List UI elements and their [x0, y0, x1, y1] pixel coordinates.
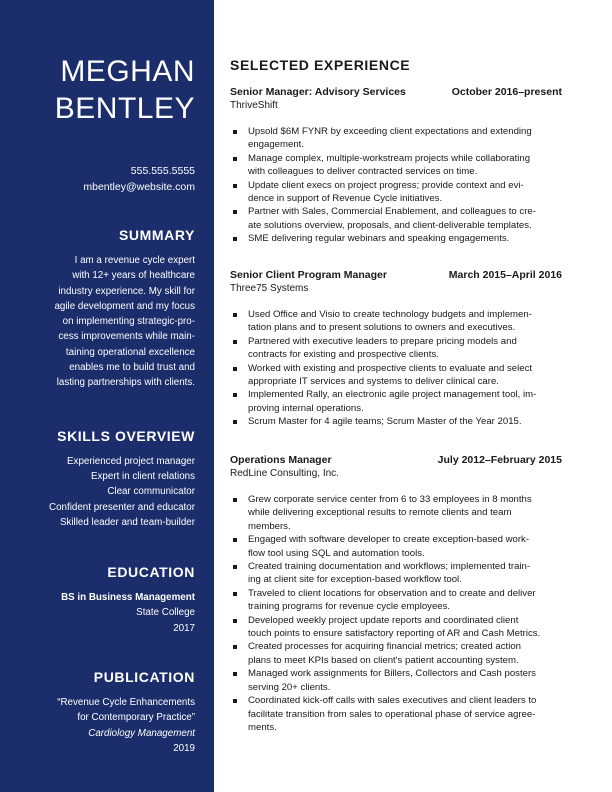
publication-journal: Cardiology Management: [88, 727, 195, 739]
bullet-line: Manage complex, multiple-workstream projects while collaborating: [248, 152, 531, 164]
main-content: [230, 0, 570, 792]
bullet-line: contracts for existing and prospective clients.: [248, 349, 439, 361]
job-entry: [230, 269, 562, 429]
job-bullet: [230, 587, 562, 614]
job-bullets: [230, 493, 562, 734]
bullet-line: SME delivering regular webinars and speaking engagements.: [248, 233, 510, 245]
job-bullet: [230, 493, 562, 533]
bullet-line: proving internal operations.: [248, 402, 364, 414]
bullet-line: ing at client site for exception-based workflow tool.: [248, 574, 462, 586]
bullet-line: plans to meet KPIs based on client's patient accounting system.: [248, 654, 519, 666]
job-bullet: [230, 694, 562, 734]
skill-item: Experienced project manager: [67, 455, 195, 467]
job-bullet: [230, 179, 562, 206]
bullet-line: Created training documentation and workflows; implemented train-: [248, 561, 531, 573]
job-bullet: [230, 533, 562, 560]
bullet-line: Coordinated kick-off calls with sales executives and client leaders to: [248, 695, 537, 707]
bullet-marker: [233, 699, 237, 703]
job-entry: [230, 86, 562, 246]
bullet-line: while delivering exceptional results to remote clients and team: [248, 507, 512, 519]
summary-heading: SUMMARY: [118, 227, 195, 243]
education-entry: [18, 590, 195, 636]
bullet-line: Managed work assignments for Billers, Collectors and Cash posters: [248, 668, 536, 680]
job-bullet: [230, 614, 562, 641]
education-school: State College: [136, 607, 195, 619]
bullet-line: tation plans and to present solutions to owners and executives.: [248, 322, 516, 334]
job-bullet: [230, 415, 562, 428]
bullet-line: dence in support of Revenue Cycle initiatives.: [248, 193, 443, 205]
summary-text: [18, 253, 195, 391]
job-bullet: [230, 308, 562, 335]
skill-item: Confident presenter and educator: [49, 501, 195, 513]
bullet-line: Worked with existing and prospective clients to evaluate and select: [248, 362, 533, 374]
job-bullet: [230, 388, 562, 415]
job-title: Operations Manager: [230, 454, 332, 466]
bullet-line: Traveled to client locations for observation and to create and deliver: [248, 587, 536, 599]
publication-title-line: “Revenue Cycle Enhancements: [57, 697, 195, 709]
bullet-line: touch points to ensure satisfactory reporting of AR and Cash Metrics.: [248, 628, 541, 640]
summary-line: I am a revenue cycle expert: [74, 255, 195, 266]
bullet-marker: [233, 157, 237, 161]
summary-line: industry experience. My skill for: [58, 285, 195, 297]
job-title: Senior Client Program Manager: [230, 269, 387, 281]
skill-item: Skilled leader and team-builder: [59, 516, 195, 528]
bullet-marker: [233, 498, 237, 502]
bullet-marker: [233, 237, 237, 241]
bullet-line: engagement.: [248, 139, 305, 151]
experience-heading: SELECTED EXPERIENCE: [230, 57, 411, 73]
job-bullet: [230, 560, 562, 587]
bullet-line: members.: [248, 520, 291, 532]
publication-title-line: for Contemporary Practice”: [77, 712, 195, 724]
bullet-line: Engaged with software developer to create exception-based work-: [248, 534, 530, 546]
summary-line: agile development and my focus: [54, 300, 195, 312]
job-dates: October 2016–present: [451, 86, 562, 98]
job-bullet: [230, 232, 562, 245]
bullet-line: Implemented Rally, an electronic agile project management tool, im-: [248, 389, 537, 401]
skills-heading: SKILLS OVERVIEW: [57, 427, 195, 444]
summary-line: lasting partnerships with clients.: [56, 377, 195, 389]
publication-heading: PUBLICATION: [93, 669, 195, 686]
bullet-marker: [233, 565, 237, 569]
bullet-marker: [233, 367, 237, 371]
skill-item: Clear communicator: [107, 486, 195, 498]
job-company: ThriveShift: [230, 100, 278, 111]
publication-entry: [18, 695, 195, 756]
name-line-last: BENTLEY: [54, 92, 195, 125]
job-header: [230, 269, 562, 282]
publication-year: 2019: [173, 742, 195, 754]
job-bullet: [230, 667, 562, 694]
bullet-marker: [233, 130, 237, 134]
bullet-marker: [233, 619, 237, 623]
bullet-line: facilitate transition from sales to operational phase of service agree-: [248, 708, 536, 720]
job-header: [230, 454, 562, 467]
bullet-line: Grew corporate service center from 6 to 33 employees in 8 months: [248, 494, 532, 505]
candidate-name: [18, 53, 195, 127]
bullet-line: Upsold $6M FYNR by exceeding client expectations and extending: [248, 126, 532, 137]
email-address: mbentley@website.com: [83, 181, 195, 193]
bullet-line: Created processes for acquiring financial metrics; created action: [248, 641, 522, 653]
name-line-first: MEGHAN: [60, 55, 195, 88]
job-dates: July 2012–February 2015: [437, 454, 562, 466]
summary-line: cess improvements while main-: [58, 331, 195, 343]
bullet-marker: [233, 210, 237, 214]
summary-line: enables me to build trust and: [69, 362, 195, 374]
bullet-marker: [233, 340, 237, 344]
job-bullet: [230, 205, 562, 232]
job-bullet: [230, 640, 562, 667]
bullet-line: Partner with Sales, Commercial Enablement, and colleagues to cre-: [248, 206, 536, 218]
summary-line: taining operational excellence: [65, 346, 195, 358]
job-bullet: [230, 362, 562, 389]
bullet-marker: [233, 538, 237, 542]
bullet-marker: [233, 592, 237, 596]
bullet-line: ate solutions overview, proposals, and client-deliverable templates.: [248, 219, 532, 231]
bullet-line: Developed weekly project update reports and coordinated client: [248, 614, 519, 626]
sidebar: [0, 0, 214, 792]
skill-item: Expert in client relations: [90, 470, 195, 482]
skills-list: [18, 454, 195, 530]
bullet-marker: [233, 420, 237, 424]
bullet-line: serving 20+ clients.: [248, 681, 331, 693]
job-bullet: [230, 152, 562, 179]
job-entry: [230, 454, 562, 734]
contact-info: [18, 163, 195, 195]
bullet-line: ments.: [248, 721, 277, 733]
bullet-line: Used Office and Visio to create technology budgets and implemen-: [248, 309, 532, 320]
job-bullet: [230, 335, 562, 362]
bullet-line: appropriate IT services and systems to deliver clinical care.: [248, 376, 499, 388]
bullet-line: flow tool using SQL and automation tools.: [248, 547, 425, 559]
bullet-marker: [233, 313, 237, 317]
bullet-line: training programs for revenue cycle employees.: [248, 601, 451, 613]
job-company: Three75 Systems: [230, 283, 309, 294]
job-bullets: [230, 125, 562, 246]
summary-line: with 12+ years of healthcare: [72, 270, 195, 282]
job-bullets: [230, 308, 562, 429]
bullet-marker: [233, 184, 237, 188]
bullet-line: Update client execs on project progress; provide context and evi-: [248, 179, 524, 191]
job-bullet: [230, 125, 562, 152]
phone-number: 555.555.5555: [130, 165, 195, 177]
bullet-marker: [233, 393, 237, 397]
education-degree: BS in Business Management: [61, 592, 195, 604]
education-year: 2017: [173, 622, 195, 634]
bullet-marker: [233, 645, 237, 649]
education-heading: EDUCATION: [107, 564, 195, 581]
job-header: [230, 86, 562, 99]
bullet-line: Scrum Master for 4 agile teams; Scrum Master of the Year 2015.: [248, 416, 522, 428]
bullet-line: Partnered with executive leaders to prepare pricing models and: [248, 335, 517, 347]
bullet-marker: [233, 672, 237, 676]
bullet-line: with colleagues to deliver contracted services on time.: [248, 166, 478, 178]
job-title: Senior Manager: Advisory Services: [230, 86, 406, 98]
job-dates: March 2015–April 2016: [448, 269, 562, 281]
job-company: RedLine Consulting, Inc.: [230, 468, 339, 479]
summary-line: on implementing strategic-pro-: [62, 316, 195, 328]
